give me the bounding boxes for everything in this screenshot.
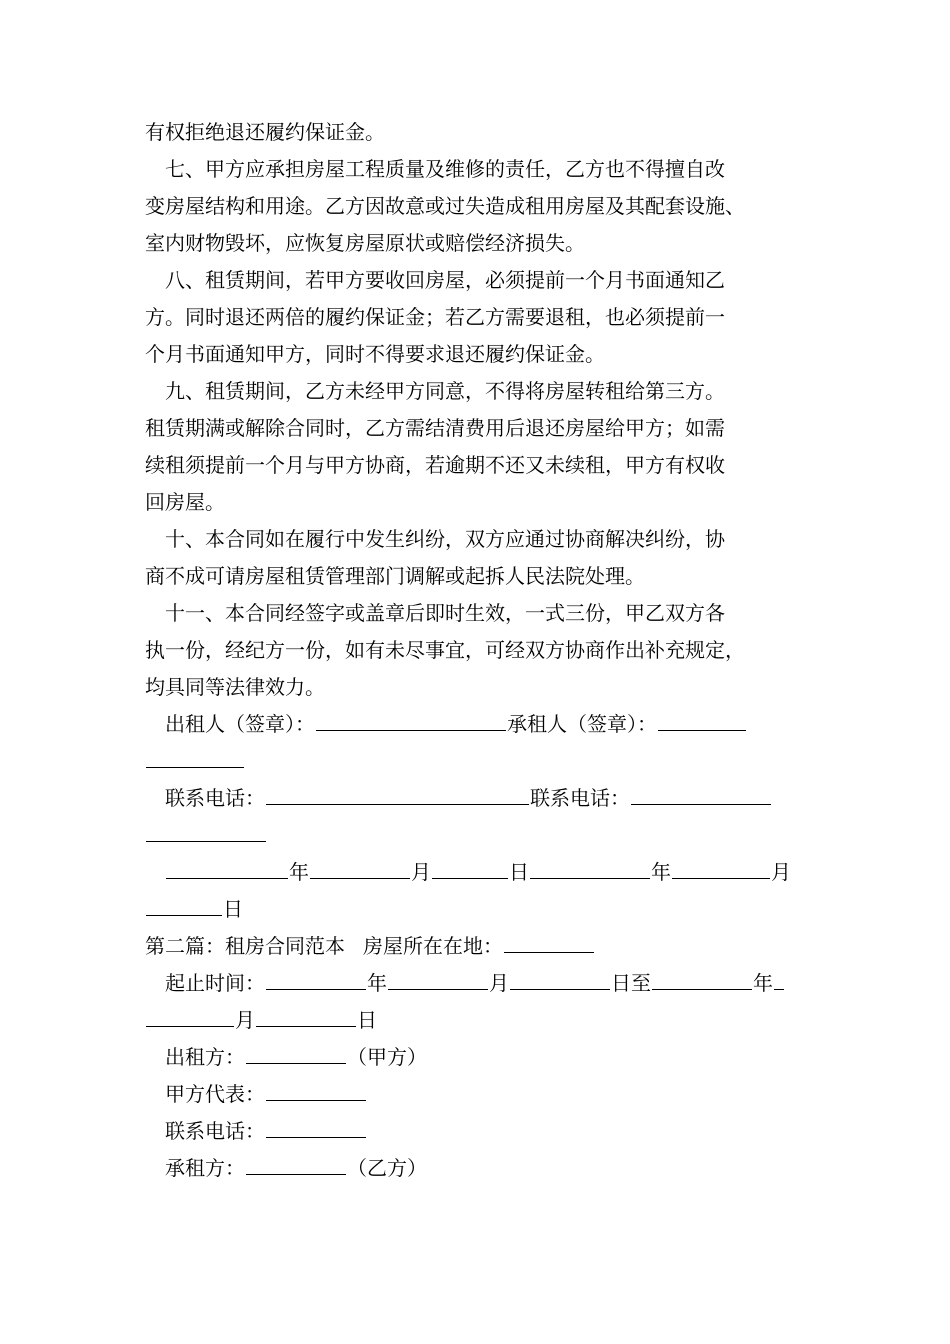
lessor-phone-blank[interactable] xyxy=(266,804,529,805)
part2-phone-row xyxy=(145,1113,810,1150)
clause6-tail-line: 有权拒绝退还履约保证金。 xyxy=(145,120,385,144)
lessor-row xyxy=(145,1039,810,1076)
lessor-signature-label: 出租人（签章）： xyxy=(165,712,315,736)
clause8-line: 个月书面通知甲方，同时不得要求退还履约保证金。 xyxy=(145,342,605,366)
clause11-line: 均具同等法律效力。 xyxy=(145,675,325,699)
clause7-line: 七、甲方应承担房屋工程质量及维修的责任，乙方也不得擅自改 xyxy=(165,157,725,181)
lessor-day-blank[interactable] xyxy=(432,878,508,879)
lessee-row xyxy=(145,1150,810,1187)
end-year-trailing-blank xyxy=(774,989,784,990)
end-year-label: 年 xyxy=(753,971,773,995)
lessee-year-blank[interactable] xyxy=(530,878,650,879)
period-label: 起止时间： xyxy=(165,971,265,995)
end-month-label: 月 xyxy=(235,1008,255,1032)
lessee-year-label: 年 xyxy=(651,860,671,884)
lessee-blank[interactable] xyxy=(246,1174,346,1175)
clause8-line: 方。同时退还两倍的履约保证金；若乙方需要退租，也必须提前一 xyxy=(145,305,725,329)
rep-blank[interactable] xyxy=(266,1100,366,1101)
clause8-line: 八、租赁期间，若甲方要收回房屋，必须提前一个月书面通知乙 xyxy=(165,268,725,292)
period-row xyxy=(145,965,810,1002)
clause9-line: 回房屋。 xyxy=(145,490,225,514)
lessee-day-blank[interactable] xyxy=(146,915,222,916)
rep-label: 甲方代表： xyxy=(165,1082,265,1106)
date-row xyxy=(145,854,810,891)
signature-continuation-row xyxy=(145,743,810,780)
part2-phone-blank[interactable] xyxy=(266,1137,366,1138)
lessor-day-label: 日 xyxy=(509,860,529,884)
start-month-blank[interactable] xyxy=(388,989,488,990)
start-month-label: 月 xyxy=(489,971,509,995)
lessee-phone-blank-cont[interactable] xyxy=(146,841,266,842)
lessee-month-blank[interactable] xyxy=(672,878,770,879)
lessee-month-label: 月 xyxy=(771,860,791,884)
clause7-line: 室内财物毁坏，应恢复房屋原状或赔偿经济损失。 xyxy=(145,231,585,255)
rep-row xyxy=(145,1076,810,1113)
end-year-blank[interactable] xyxy=(652,989,752,990)
party-a-label: （甲方） xyxy=(347,1045,427,1069)
clause11-line: 执一份，经纪方一份，如有未尽事宜，可经双方协商作出补充规定， xyxy=(145,638,745,662)
clause10-line: 商不成可请房屋租赁管理部门调解或起拆人民法院处理。 xyxy=(145,564,645,588)
lessee-day-label: 日 xyxy=(223,897,243,921)
clause9-line: 租赁期满或解除合同时，乙方需结清费用后退还房屋给甲方；如需 xyxy=(145,416,725,440)
part2-heading-row xyxy=(145,928,810,965)
lessee-phone-label: 联系电话： xyxy=(530,786,630,810)
lessor-signature-blank[interactable] xyxy=(316,730,506,731)
lessor-phone-label: 联系电话： xyxy=(165,786,265,810)
clause10-line: 十、本合同如在履行中发生纠纷，双方应通过协商解决纠纷，协 xyxy=(165,527,725,551)
lessee-signature-blank[interactable] xyxy=(658,730,746,731)
lessee-phone-blank[interactable] xyxy=(631,804,771,805)
lessor-month-blank[interactable] xyxy=(310,878,410,879)
lessor-year-label: 年 xyxy=(289,860,309,884)
party-b-label: （乙方） xyxy=(347,1156,427,1180)
period-continuation-row xyxy=(145,1002,810,1039)
start-day-to-label: 日至 xyxy=(611,971,651,995)
end-day-blank[interactable] xyxy=(256,1026,356,1027)
lessor-blank[interactable] xyxy=(246,1063,346,1064)
clause9-line: 续租须提前一个月与甲方协商，若逾期不还又未续租，甲方有权收 xyxy=(145,453,725,477)
location-blank[interactable] xyxy=(504,952,594,953)
location-label: 房屋所在在地： xyxy=(363,934,503,958)
date-continuation-row xyxy=(145,891,810,928)
phone-continuation-row xyxy=(145,817,810,854)
lessor-month-label: 月 xyxy=(411,860,431,884)
clause9-line: 九、租赁期间，乙方未经甲方同意，不得将房屋转租给第三方。 xyxy=(165,379,725,403)
clause11-line: 十一、本合同经签字或盖章后即时生效，一式三份，甲乙双方各 xyxy=(165,601,725,625)
lessee-signature-label: 承租人（签章）： xyxy=(507,712,657,736)
lessee-label: 承租方： xyxy=(165,1156,245,1180)
start-year-blank[interactable] xyxy=(266,989,366,990)
signature-row xyxy=(145,706,810,743)
part2-phone-label: 联系电话： xyxy=(165,1119,265,1143)
clause7-line: 变房屋结构和用途。乙方因故意或过失造成租用房屋及其配套设施、 xyxy=(145,194,745,218)
lessor-year-blank[interactable] xyxy=(166,878,288,879)
contract-page xyxy=(145,114,810,1187)
start-day-blank[interactable] xyxy=(510,989,610,990)
lessee-signature-blank-cont[interactable] xyxy=(146,767,244,768)
start-year-label: 年 xyxy=(367,971,387,995)
phone-row xyxy=(145,780,810,817)
lessor-label: 出租方： xyxy=(165,1045,245,1069)
part2-heading: 第二篇：租房合同范本 xyxy=(145,934,345,958)
end-day-label: 日 xyxy=(357,1008,377,1032)
end-month-blank[interactable] xyxy=(146,1026,234,1027)
